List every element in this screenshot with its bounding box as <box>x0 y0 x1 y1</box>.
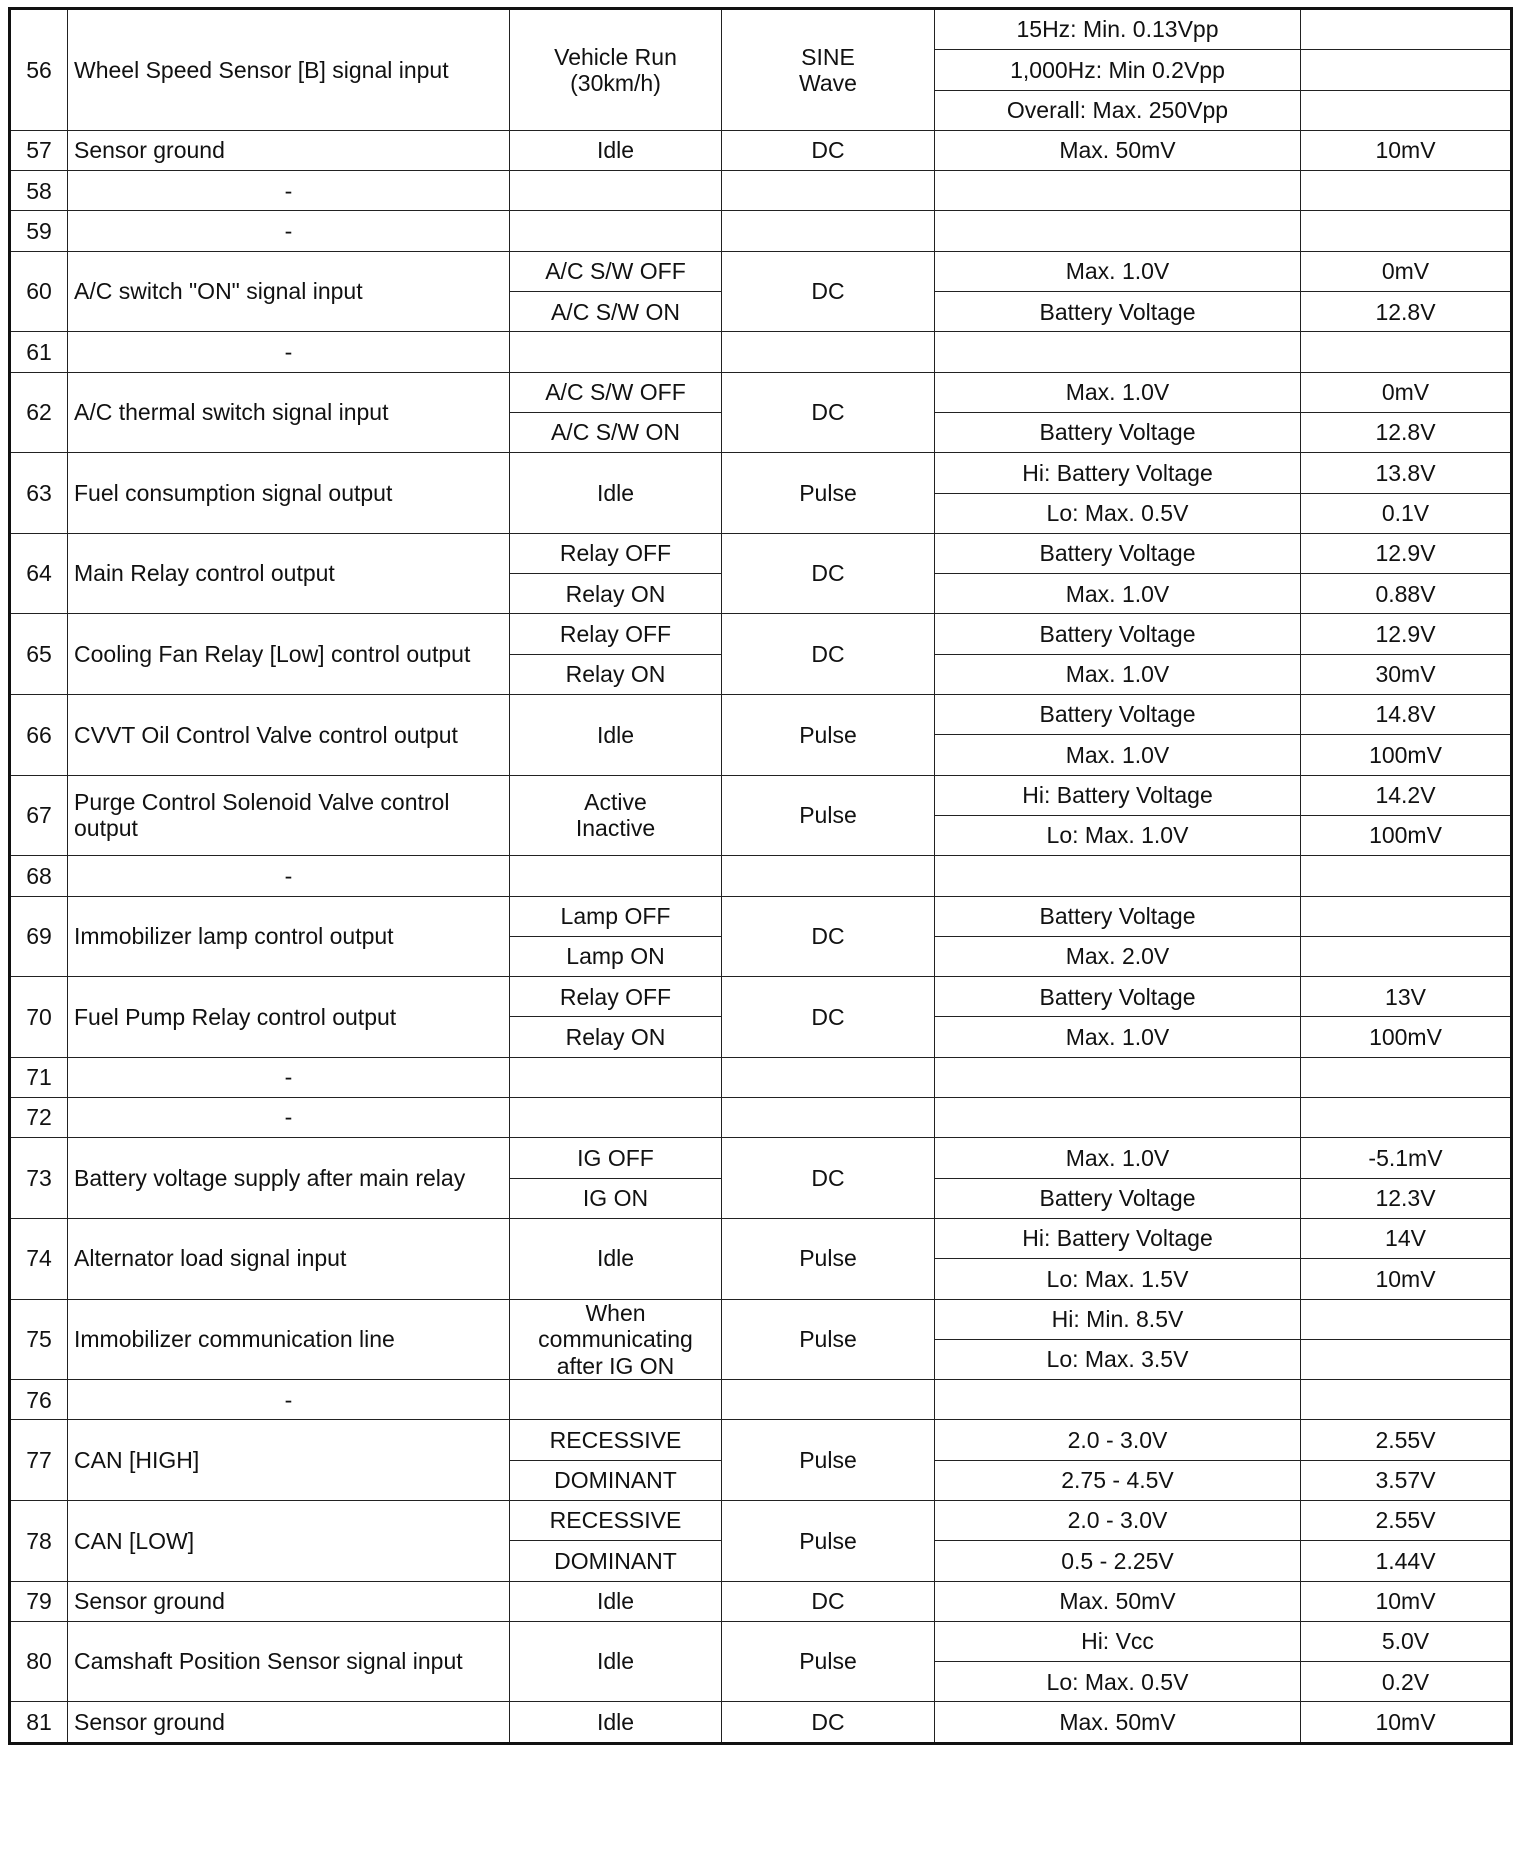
description-cell: A/C thermal switch signal input <box>68 372 510 453</box>
pin-number-cell: 67 <box>10 775 68 856</box>
signal-type-cell: DC <box>722 1702 935 1743</box>
measured-value-cell <box>1301 211 1512 251</box>
measured-value-cell: 10mV <box>1301 1259 1512 1299</box>
measured-value-cell: 14.8V <box>1301 695 1512 735</box>
pin-number-cell: 68 <box>10 856 68 896</box>
table-row <box>10 775 1512 815</box>
pin-number-cell: 76 <box>10 1380 68 1420</box>
signal-type-cell <box>722 171 935 211</box>
pin-number-cell: 81 <box>10 1702 68 1743</box>
spec-level-cell: Max. 1.0V <box>935 735 1301 775</box>
pin-number-cell: 56 <box>10 9 68 131</box>
pin-number-cell: 69 <box>10 896 68 977</box>
condition-cell <box>510 856 722 896</box>
measured-value-cell: 14.2V <box>1301 775 1512 815</box>
measured-value-cell: 14V <box>1301 1218 1512 1258</box>
measured-value-cell <box>1301 332 1512 372</box>
description-cell: Alternator load signal input <box>68 1218 510 1299</box>
pin-number-cell: 78 <box>10 1500 68 1581</box>
measured-value-cell: 2.55V <box>1301 1420 1512 1460</box>
condition-cell: When communicating after IG ON <box>510 1299 722 1380</box>
spec-level-cell: Hi: Battery Voltage <box>935 775 1301 815</box>
signal-type-cell: DC <box>722 251 935 332</box>
spec-level-cell: Battery Voltage <box>935 412 1301 452</box>
pin-number-cell: 74 <box>10 1218 68 1299</box>
signal-type-cell: Pulse <box>722 453 935 534</box>
condition-cell: Lamp OFF <box>510 896 722 936</box>
measured-value-cell: -5.1mV <box>1301 1138 1512 1178</box>
pin-number-cell: 66 <box>10 695 68 776</box>
measured-value-cell: 13V <box>1301 977 1512 1017</box>
condition-cell: A/C S/W OFF <box>510 372 722 412</box>
measured-value-cell: 10mV <box>1301 130 1512 170</box>
description-cell: - <box>68 211 510 251</box>
spec-level-cell: Max. 1.0V <box>935 574 1301 614</box>
measured-value-cell: 3.57V <box>1301 1460 1512 1500</box>
table-row <box>10 1299 1512 1339</box>
measured-value-cell: 0mV <box>1301 251 1512 291</box>
measured-value-cell <box>1301 856 1512 896</box>
description-cell: Main Relay control output <box>68 533 510 614</box>
table-row <box>10 130 1512 170</box>
condition-cell <box>510 1098 722 1138</box>
table-row <box>10 1218 1512 1258</box>
description-cell: - <box>68 856 510 896</box>
condition-cell: Relay OFF <box>510 977 722 1017</box>
measured-value-cell: 2.55V <box>1301 1500 1512 1540</box>
description-cell: CAN [HIGH] <box>68 1420 510 1501</box>
signal-type-cell: Pulse <box>722 1500 935 1581</box>
condition-cell: Lamp ON <box>510 936 722 976</box>
table-row <box>10 1098 1512 1138</box>
description-cell: Immobilizer communication line <box>68 1299 510 1380</box>
description-cell: Fuel consumption signal output <box>68 453 510 534</box>
pin-number-cell: 75 <box>10 1299 68 1380</box>
spec-level-cell: 2.75 - 4.5V <box>935 1460 1301 1500</box>
condition-cell: Relay OFF <box>510 614 722 654</box>
spec-level-cell: Battery Voltage <box>935 977 1301 1017</box>
description-cell: - <box>68 1057 510 1097</box>
condition-cell <box>510 332 722 372</box>
condition-cell <box>510 1380 722 1420</box>
condition-cell: RECESSIVE <box>510 1500 722 1540</box>
description-cell: Sensor ground <box>68 1702 510 1743</box>
spec-level-cell <box>935 171 1301 211</box>
condition-cell: Active Inactive <box>510 775 722 856</box>
spec-level-cell: Hi: Min. 8.5V <box>935 1299 1301 1339</box>
pin-number-cell: 72 <box>10 1098 68 1138</box>
measured-value-cell <box>1301 1299 1512 1339</box>
signal-type-cell: DC <box>722 896 935 977</box>
measured-value-cell <box>1301 171 1512 211</box>
spec-level-cell: 0.5 - 2.25V <box>935 1541 1301 1581</box>
pin-number-cell: 73 <box>10 1138 68 1219</box>
spec-level-cell: Max. 1.0V <box>935 1017 1301 1057</box>
measured-value-cell: 12.8V <box>1301 412 1512 452</box>
description-cell: Cooling Fan Relay [Low] control output <box>68 614 510 695</box>
signal-type-cell: DC <box>722 1138 935 1219</box>
spec-level-cell: Lo: Max. 3.5V <box>935 1339 1301 1379</box>
measured-value-cell <box>1301 9 1512 50</box>
signal-type-cell <box>722 856 935 896</box>
spec-level-cell: Hi: Vcc <box>935 1621 1301 1661</box>
signal-type-cell <box>722 211 935 251</box>
condition-cell: DOMINANT <box>510 1460 722 1500</box>
measured-value-cell <box>1301 90 1512 130</box>
condition-cell: IG ON <box>510 1178 722 1218</box>
description-cell: Purge Control Solenoid Valve control output <box>68 775 510 856</box>
table-row <box>10 211 1512 251</box>
spec-level-cell: Max. 50mV <box>935 1581 1301 1621</box>
signal-type-cell: Pulse <box>722 695 935 776</box>
table-row <box>10 1702 1512 1743</box>
table-row <box>10 1138 1512 1178</box>
spec-level-cell: Hi: Battery Voltage <box>935 453 1301 493</box>
pin-number-cell: 70 <box>10 977 68 1058</box>
condition-cell: Idle <box>510 1621 722 1702</box>
condition-cell: Relay ON <box>510 654 722 694</box>
measured-value-cell: 13.8V <box>1301 453 1512 493</box>
condition-cell <box>510 1057 722 1097</box>
spec-level-cell <box>935 211 1301 251</box>
measured-value-cell <box>1301 1098 1512 1138</box>
measured-value-cell <box>1301 936 1512 976</box>
table-row <box>10 1500 1512 1540</box>
pin-number-cell: 64 <box>10 533 68 614</box>
table-row <box>10 614 1512 654</box>
description-cell: - <box>68 1380 510 1420</box>
table-body <box>10 9 1512 1744</box>
measured-value-cell: 12.8V <box>1301 292 1512 332</box>
condition-cell: Vehicle Run (30km/h) <box>510 9 722 131</box>
condition-cell: Relay ON <box>510 574 722 614</box>
description-cell: Camshaft Position Sensor signal input <box>68 1621 510 1702</box>
signal-type-cell <box>722 1380 935 1420</box>
signal-type-cell: DC <box>722 533 935 614</box>
signal-type-cell: Pulse <box>722 1621 935 1702</box>
signal-type-cell: DC <box>722 977 935 1058</box>
measured-value-cell: 10mV <box>1301 1702 1512 1743</box>
signal-type-cell: Pulse <box>722 1218 935 1299</box>
spec-level-cell <box>935 332 1301 372</box>
table-row <box>10 332 1512 372</box>
condition-cell: RECESSIVE <box>510 1420 722 1460</box>
spec-level-cell: Battery Voltage <box>935 533 1301 573</box>
condition-cell: Relay ON <box>510 1017 722 1057</box>
condition-cell: Idle <box>510 695 722 776</box>
measured-value-cell: 30mV <box>1301 654 1512 694</box>
measured-value-cell: 12.9V <box>1301 614 1512 654</box>
measured-value-cell: 1.44V <box>1301 1541 1512 1581</box>
condition-cell: IG OFF <box>510 1138 722 1178</box>
pin-number-cell: 65 <box>10 614 68 695</box>
spec-level-cell: 15Hz: Min. 0.13Vpp <box>935 9 1301 50</box>
spec-level-cell: Max. 1.0V <box>935 251 1301 291</box>
signal-type-cell: DC <box>722 1581 935 1621</box>
description-cell: Immobilizer lamp control output <box>68 896 510 977</box>
spec-level-cell: Max. 1.0V <box>935 372 1301 412</box>
signal-type-cell <box>722 332 935 372</box>
table-row <box>10 9 1512 50</box>
pin-number-cell: 61 <box>10 332 68 372</box>
pin-number-cell: 58 <box>10 171 68 211</box>
signal-type-cell: DC <box>722 130 935 170</box>
measured-value-cell: 0.88V <box>1301 574 1512 614</box>
table-row <box>10 856 1512 896</box>
spec-level-cell: Max. 50mV <box>935 130 1301 170</box>
condition-cell: Idle <box>510 453 722 534</box>
signal-type-cell: Pulse <box>722 1299 935 1380</box>
pin-number-cell: 62 <box>10 372 68 453</box>
spec-level-cell: 2.0 - 3.0V <box>935 1500 1301 1540</box>
condition-cell: A/C S/W ON <box>510 292 722 332</box>
condition-cell: Relay OFF <box>510 533 722 573</box>
measured-value-cell: 0.2V <box>1301 1662 1512 1702</box>
spec-level-cell: Battery Voltage <box>935 1178 1301 1218</box>
table-row <box>10 372 1512 412</box>
signal-type-cell: DC <box>722 614 935 695</box>
measured-value-cell <box>1301 896 1512 936</box>
spec-level-cell: Max. 2.0V <box>935 936 1301 976</box>
measured-value-cell: 100mV <box>1301 735 1512 775</box>
spec-level-cell: Battery Voltage <box>935 695 1301 735</box>
condition-cell: Idle <box>510 1218 722 1299</box>
table-row <box>10 533 1512 573</box>
spec-level-cell: Lo: Max. 0.5V <box>935 493 1301 533</box>
pin-number-cell: 63 <box>10 453 68 534</box>
spec-level-cell <box>935 1057 1301 1097</box>
spec-level-cell: Max. 1.0V <box>935 1138 1301 1178</box>
spec-level-cell <box>935 1098 1301 1138</box>
description-cell: Sensor ground <box>68 130 510 170</box>
condition-cell: Idle <box>510 1702 722 1743</box>
description-cell: - <box>68 171 510 211</box>
description-cell: CAN [LOW] <box>68 1500 510 1581</box>
condition-cell: A/C S/W ON <box>510 412 722 452</box>
spec-level-cell: 2.0 - 3.0V <box>935 1420 1301 1460</box>
pin-number-cell: 57 <box>10 130 68 170</box>
measured-value-cell <box>1301 50 1512 90</box>
table-row <box>10 1420 1512 1460</box>
spec-level-cell <box>935 1380 1301 1420</box>
condition-cell: DOMINANT <box>510 1541 722 1581</box>
pin-number-cell: 77 <box>10 1420 68 1501</box>
signal-type-cell: Pulse <box>722 775 935 856</box>
signal-type-cell <box>722 1098 935 1138</box>
measured-value-cell: 12.9V <box>1301 533 1512 573</box>
spec-level-cell: Lo: Max. 1.0V <box>935 815 1301 855</box>
table-row <box>10 453 1512 493</box>
pin-number-cell: 71 <box>10 1057 68 1097</box>
measured-value-cell: 0mV <box>1301 372 1512 412</box>
pin-number-cell: 60 <box>10 251 68 332</box>
table-row <box>10 1380 1512 1420</box>
spec-level-cell: Hi: Battery Voltage <box>935 1218 1301 1258</box>
signal-type-cell: SINE Wave <box>722 9 935 131</box>
pin-number-cell: 80 <box>10 1621 68 1702</box>
description-cell: Fuel Pump Relay control output <box>68 977 510 1058</box>
signal-type-cell: Pulse <box>722 1420 935 1501</box>
condition-cell <box>510 211 722 251</box>
spec-level-cell: Max. 1.0V <box>935 654 1301 694</box>
table-row <box>10 1057 1512 1097</box>
measured-value-cell <box>1301 1339 1512 1379</box>
pin-number-cell: 79 <box>10 1581 68 1621</box>
spec-level-cell: Max. 50mV <box>935 1702 1301 1743</box>
description-cell: Sensor ground <box>68 1581 510 1621</box>
ecm-pin-specification-table <box>8 7 1513 1745</box>
description-cell: Battery voltage supply after main relay <box>68 1138 510 1219</box>
description-cell: - <box>68 1098 510 1138</box>
measured-value-cell <box>1301 1380 1512 1420</box>
signal-type-cell <box>722 1057 935 1097</box>
measured-value-cell: 12.3V <box>1301 1178 1512 1218</box>
condition-cell: Idle <box>510 130 722 170</box>
pin-number-cell: 59 <box>10 211 68 251</box>
description-cell: A/C switch "ON" signal input <box>68 251 510 332</box>
measured-value-cell: 100mV <box>1301 1017 1512 1057</box>
spec-level-cell: Battery Voltage <box>935 614 1301 654</box>
description-cell: Wheel Speed Sensor [B] signal input <box>68 9 510 131</box>
spec-level-cell: 1,000Hz: Min 0.2Vpp <box>935 50 1301 90</box>
spec-level-cell: Lo: Max. 0.5V <box>935 1662 1301 1702</box>
measured-value-cell: 5.0V <box>1301 1621 1512 1661</box>
measured-value-cell: 0.1V <box>1301 493 1512 533</box>
table-row <box>10 896 1512 936</box>
table-row <box>10 695 1512 735</box>
condition-cell <box>510 171 722 211</box>
condition-cell: Idle <box>510 1581 722 1621</box>
spec-level-cell: Overall: Max. 250Vpp <box>935 90 1301 130</box>
spec-level-cell: Lo: Max. 1.5V <box>935 1259 1301 1299</box>
condition-cell: A/C S/W OFF <box>510 251 722 291</box>
table-row <box>10 1621 1512 1661</box>
measured-value-cell: 100mV <box>1301 815 1512 855</box>
spec-level-cell: Battery Voltage <box>935 292 1301 332</box>
description-cell: - <box>68 332 510 372</box>
table-row <box>10 977 1512 1017</box>
spec-level-cell: Battery Voltage <box>935 896 1301 936</box>
spec-level-cell <box>935 856 1301 896</box>
table-row <box>10 171 1512 211</box>
signal-type-cell: DC <box>722 372 935 453</box>
table-row <box>10 251 1512 291</box>
measured-value-cell <box>1301 1057 1512 1097</box>
table-row <box>10 1581 1512 1621</box>
description-cell: CVVT Oil Control Valve control output <box>68 695 510 776</box>
measured-value-cell: 10mV <box>1301 1581 1512 1621</box>
